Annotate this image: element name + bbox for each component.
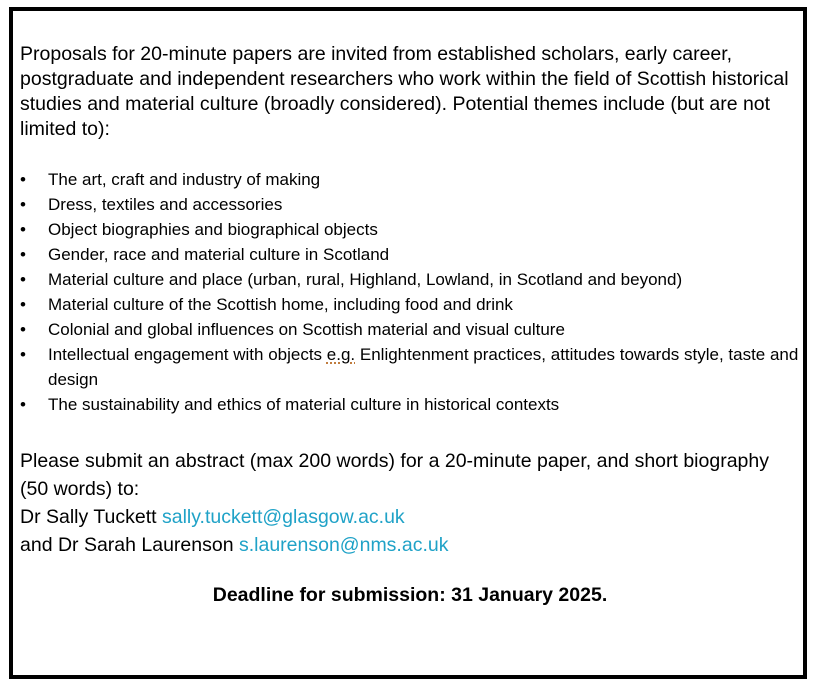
bullet-icon: • <box>20 295 26 314</box>
contact-line-2 <box>20 531 800 559</box>
bullet-icon: • <box>20 320 26 339</box>
spellcheck-flagged-word[interactable]: e.g. <box>326 345 356 364</box>
list-item-text: Gender, race and material culture in Scotland <box>48 245 390 264</box>
bullet-icon: • <box>20 270 26 289</box>
list-item <box>20 392 800 417</box>
list-item-text: Colonial and global influences on Scottish material and visual culture <box>48 320 565 339</box>
bullet-icon: • <box>20 195 26 214</box>
list-item <box>20 217 800 242</box>
list-item <box>20 242 800 267</box>
submission-paragraph <box>20 447 800 559</box>
submission-instructions: Please submit an abstract (max 200 words) for a 20-minute paper, and short biography (50 words) to: <box>20 450 769 500</box>
contact-name-1: Dr Sally Tuckett <box>20 506 162 528</box>
bullet-icon: • <box>20 220 26 239</box>
list-item-text-start: Intellectual engagement with objects <box>48 345 327 364</box>
list-item-text: Material culture of the Scottish home, including food and drink <box>48 295 513 314</box>
list-item-text: The art, craft and industry of making <box>48 170 321 189</box>
notice-content <box>20 42 800 607</box>
list-item <box>20 292 800 317</box>
email-link-tuckett[interactable]: sally.tuckett@glasgow.ac.uk <box>161 506 405 528</box>
bullet-icon: • <box>20 345 26 364</box>
bullet-icon: • <box>20 170 26 189</box>
deadline-text: Deadline for submission: 31 January 2025. <box>212 584 608 606</box>
list-item-text: The sustainability and ethics of material culture in historical contexts <box>48 395 560 414</box>
list-item-text: Material culture and place (urban, rural, Highland, Lowland, in Scotland and beyond) <box>48 270 683 289</box>
list-item <box>20 167 800 192</box>
notice-box <box>9 7 807 679</box>
email-link-laurenson[interactable]: s.laurenson@nms.ac.uk <box>238 534 449 556</box>
themes-list <box>20 167 800 417</box>
bullet-icon: • <box>20 395 26 414</box>
list-item-text-end: Enlightenment practices, attitudes towards style, taste and design <box>48 345 799 389</box>
list-item <box>20 267 800 292</box>
bullet-icon: • <box>20 245 26 264</box>
list-item <box>20 192 800 217</box>
list-item <box>20 342 800 392</box>
list-item-text: Dress, textiles and accessories <box>48 195 283 214</box>
list-item-text: Object biographies and biographical objects <box>48 220 378 239</box>
list-item <box>20 317 800 342</box>
contact-line-1 <box>20 503 800 531</box>
intro-paragraph: Proposals for 20-minute papers are invited from established scholars, early career, postgraduate and independent researchers who work within the field of Scottish historical studies and material culture (broadly considered). Potential themes include (but are not limited to): <box>20 43 789 140</box>
contact-name-2: and Dr Sarah Laurenson <box>20 534 239 556</box>
